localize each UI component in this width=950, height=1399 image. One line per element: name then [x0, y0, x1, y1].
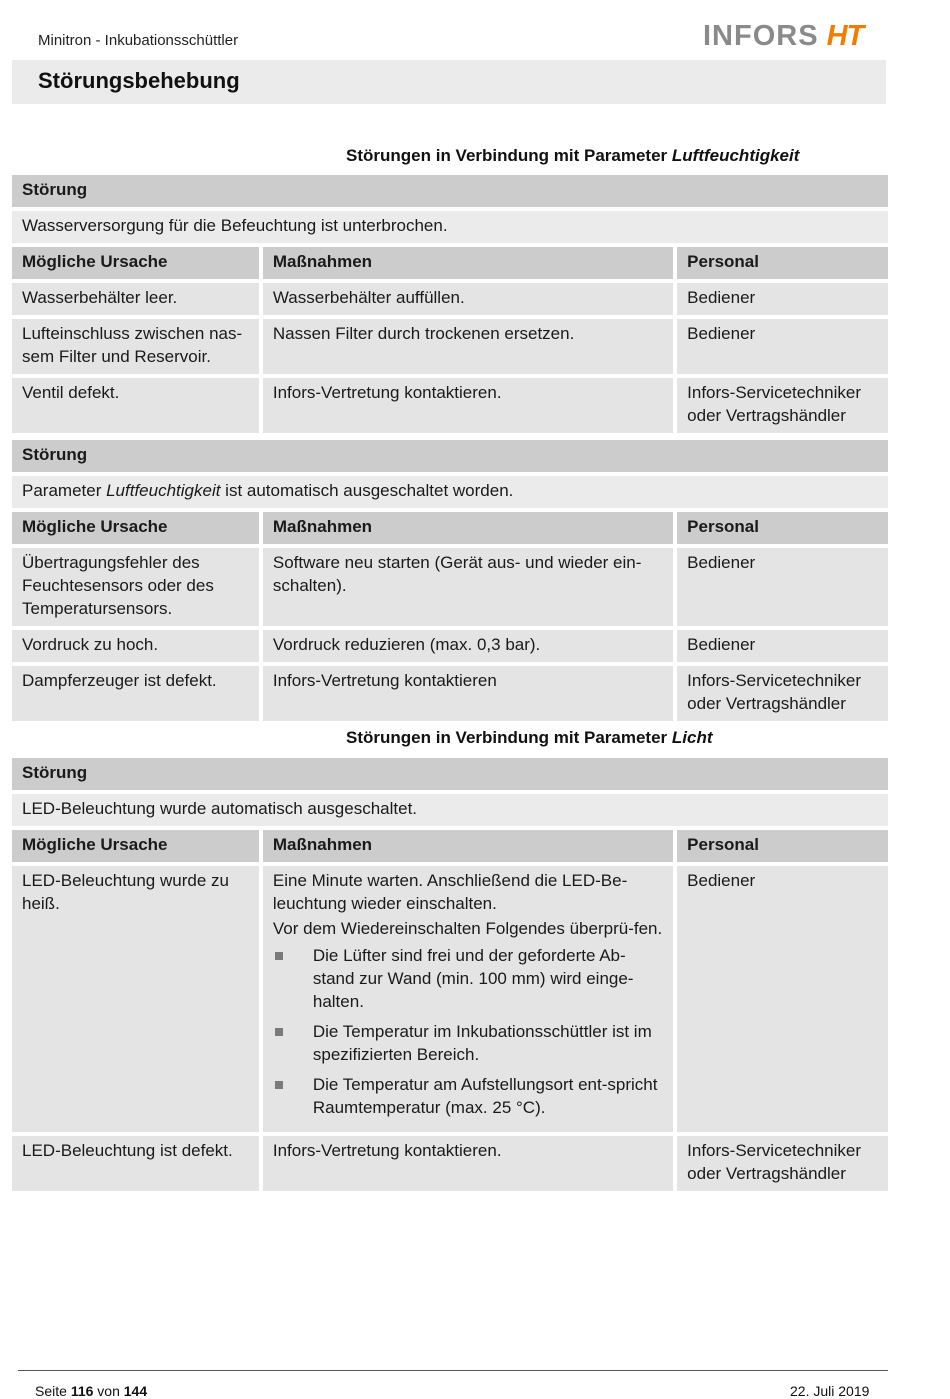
column-header-action: Maßnahmen: [263, 247, 677, 283]
fault-description: [12, 476, 888, 512]
fault-label: Störung: [12, 175, 888, 211]
logo-text: INFORS: [703, 19, 819, 52]
document-date: 22. Juli 2019: [790, 1383, 870, 1399]
list-item: [273, 1073, 665, 1119]
table-row: [12, 666, 888, 725]
cause-cell: LED-Beleuchtung ist defekt.: [12, 1136, 263, 1195]
description-suffix: ist automatisch ausgeschaltet worden.: [220, 481, 514, 500]
table-row: [12, 283, 888, 319]
infors-ht-logo: [703, 20, 863, 52]
cause-cell: LED-Beleuchtung wurde zu heiß.: [12, 866, 263, 1136]
page-current: 116: [70, 1383, 94, 1399]
description-param: Luftfeuchtigkeit: [106, 481, 221, 500]
action-text: Eine Minute warten. Anschließend die LED-Be-leuchtung wieder einschalten.: [272, 871, 628, 913]
fault-label: Störung: [12, 758, 888, 794]
table-row: [12, 866, 888, 1136]
action-cell: Infors-Vertretung kontaktieren: [263, 666, 677, 725]
document-title: Minitron - Inkubationsschüttler: [38, 32, 239, 49]
table-row: [12, 630, 888, 666]
column-header-action: Maßnahmen: [263, 512, 677, 548]
subheading-humidity: [346, 146, 799, 166]
subheading-prefix: Störungen in Verbindung mit Parameter: [346, 728, 672, 747]
staff-cell: Infors-Servicetechniker oder Vertragshändler: [677, 1136, 888, 1195]
subheading-param: Luftfeuchtigkeit: [671, 146, 800, 165]
column-header-staff: Personal: [677, 247, 888, 283]
action-cell: Wasserbehälter auffüllen.: [263, 283, 677, 319]
column-header-cause: Mögliche Ursache: [12, 247, 263, 283]
cause-cell: Übertragungsfehler des Feuchtesensors oder des Temperatursensors.: [12, 548, 263, 630]
staff-cell: Infors-Servicetechniker oder Vertragshändler: [677, 378, 888, 437]
cause-cell: Dampferzeuger ist defekt.: [12, 666, 263, 725]
fault-table-led-off: [12, 758, 888, 1195]
bullet-square-icon: [275, 952, 283, 960]
column-header-staff: Personal: [677, 830, 888, 866]
page-total: 144: [123, 1383, 148, 1399]
action-cell: [263, 866, 677, 1136]
table-row: [12, 548, 888, 630]
fault-table-water-supply: [12, 175, 888, 437]
subheading-param: Licht: [671, 728, 713, 747]
cause-cell: Ventil defekt.: [12, 378, 263, 437]
staff-cell: Bediener: [677, 319, 888, 378]
staff-cell: Bediener: [677, 866, 888, 1136]
subheading-prefix: Störungen in Verbindung mit Parameter: [346, 146, 672, 165]
action-cell: Infors-Vertretung kontaktieren.: [263, 1136, 677, 1195]
bullet-square-icon: [275, 1081, 283, 1089]
list-item: [273, 1020, 665, 1066]
cause-cell: Wasserbehälter leer.: [12, 283, 263, 319]
staff-cell: Infors-Servicetechniker oder Vertragshändler: [677, 666, 888, 725]
column-header-action: Maßnahmen: [263, 830, 677, 866]
subheading-light: [346, 728, 713, 748]
check-list: [273, 944, 665, 1119]
list-item-text: Die Temperatur am Aufstellungsort ent-spricht Raumtemperatur (max. 25 °C).: [312, 1075, 658, 1117]
table-row: [12, 378, 888, 437]
page-mid: von: [93, 1383, 124, 1399]
staff-cell: Bediener: [677, 548, 888, 630]
fault-label: Störung: [12, 440, 888, 476]
cause-cell: Lufteinschluss zwischen nas-sem Filter und Reservoir.: [12, 319, 263, 378]
staff-cell: Bediener: [677, 630, 888, 666]
column-header-staff: Personal: [677, 512, 888, 548]
action-cell: Nassen Filter durch trockenen ersetzen.: [263, 319, 677, 378]
list-item-text: Die Lüfter sind frei und der geforderte Ab-stand zur Wand (min. 100 mm) wird einge-halten.: [312, 946, 634, 1011]
table-row: [12, 1136, 888, 1195]
action-cell: Infors-Vertretung kontaktieren.: [263, 378, 677, 437]
page-prefix: Seite: [35, 1383, 71, 1399]
footer-divider: [18, 1370, 888, 1371]
section-title-bar: [12, 60, 886, 104]
action-cell: Software neu starten (Gerät aus- und wieder ein-schalten).: [263, 548, 677, 630]
cause-cell: Vordruck zu hoch.: [12, 630, 263, 666]
list-item: [273, 944, 665, 1013]
fault-table-humidity-off: [12, 440, 888, 725]
action-text: Vor dem Wiedereinschalten Folgendes überprü-fen.: [272, 919, 663, 938]
staff-cell: Bediener: [677, 283, 888, 319]
fault-description: LED-Beleuchtung wurde automatisch ausgeschaltet.: [12, 794, 888, 830]
logo-mark: HT: [826, 19, 864, 52]
action-cell: Vordruck reduzieren (max. 0,3 bar).: [263, 630, 677, 666]
column-header-cause: Mögliche Ursache: [12, 830, 263, 866]
list-item-text: Die Temperatur im Inkubationsschüttler ist im spezifizierten Bereich.: [312, 1022, 652, 1064]
bullet-square-icon: [275, 1028, 283, 1036]
description-prefix: Parameter: [22, 481, 107, 500]
column-header-cause: Mögliche Ursache: [12, 512, 263, 548]
fault-description: Wasserversorgung für die Befeuchtung ist unterbrochen.: [12, 211, 888, 247]
section-title: Störungsbehebung: [38, 68, 240, 93]
table-row: [12, 319, 888, 378]
